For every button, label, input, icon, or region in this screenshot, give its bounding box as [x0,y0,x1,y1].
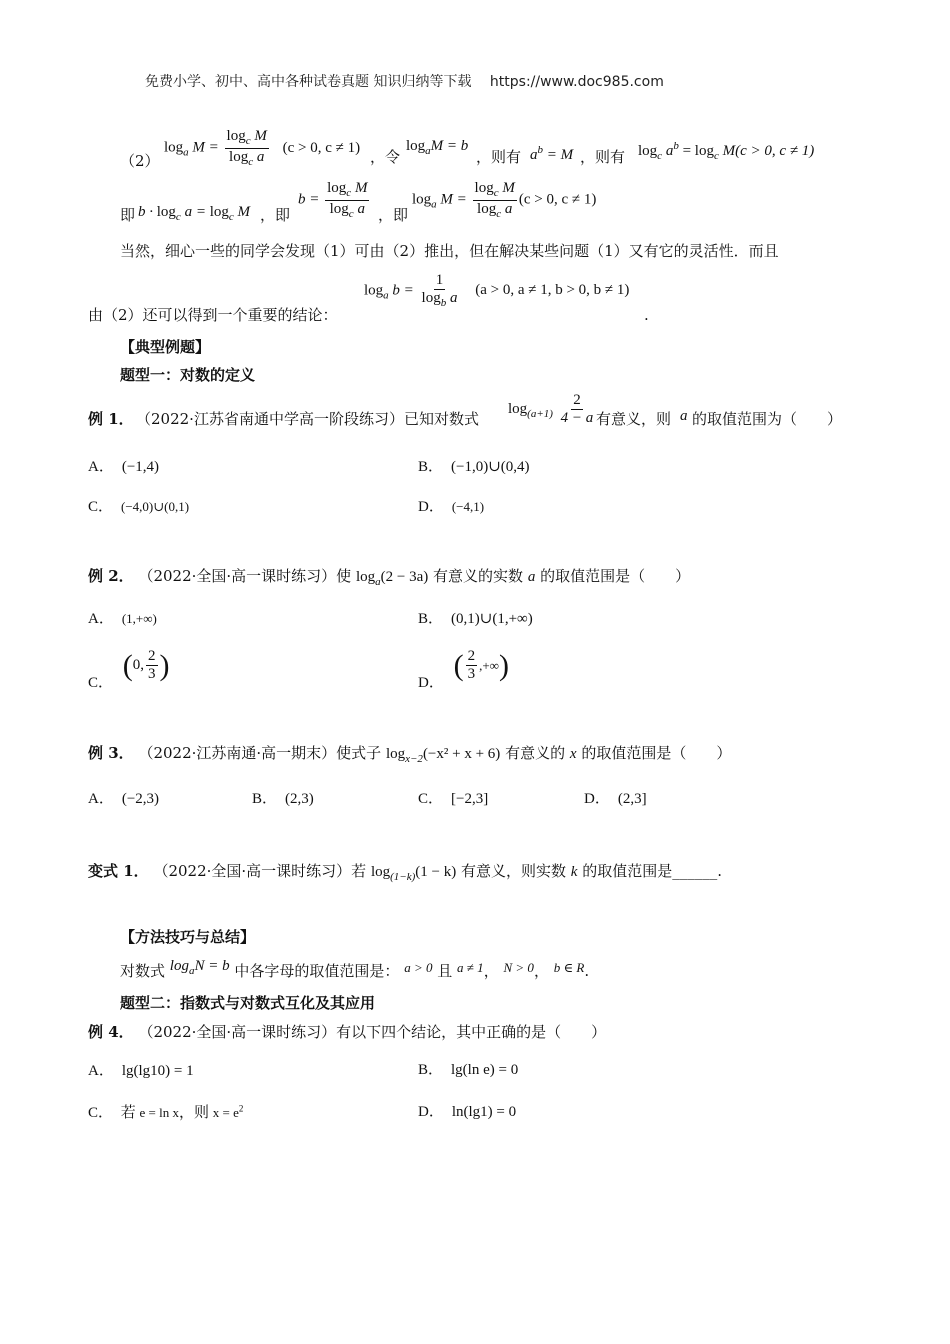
variant-1 [88,860,722,883]
ex3-var: x [569,746,577,762]
ex1-tail2: 的取值范围为（ ） [692,410,843,428]
ex4-source: （2022·全国·高一课时练习）有以下四个结论，其中正确的是（ ） [138,1023,607,1041]
conclusion-text: 由（2）还可以得到一个重要的结论： [88,306,338,324]
intro-conclusion-line [88,272,868,328]
ex2-var: a [527,569,536,585]
ex2-label: 例 2． [88,567,134,585]
item2-formula: $\log_a M$ = $\frac{\log_c M}{\log_c a}$ (c > 0, c ≠ 1) [164,128,361,168]
var1-tail: 有意义，则实数 [461,862,567,880]
ji1-formula: $b \cdot \log_c a = \log_c M$ [138,204,250,223]
ex1-tail: 有意义，则 [596,410,672,428]
ex4-label: 例 4． [88,1023,134,1041]
example-4 [88,1021,606,1042]
var1-formula: $\log_{(1-k)}(1 - k)$ [370,864,457,883]
ex4-option-c[interactable]: C． 若 e = ln x，则 $x = e^2$ [88,1103,244,1121]
ex2-tail: 有意义的实数 [433,567,524,585]
var1-label: 变式 1． [88,862,149,880]
example-2 [88,565,690,588]
ling-formula: $\log_aM = b$ [406,138,469,157]
item2-label: （2） [120,152,160,170]
ex2-formula: $\log_a(2 - 3a)$ [355,569,429,588]
example-3 [88,742,731,765]
ex3-option-d[interactable]: D． (2,3] [584,791,647,807]
ji2-text: ，即 [260,206,291,224]
ex1-source: （2022·江苏省南通中学高一阶段练习）已知对数式 [136,410,479,428]
ex4-option-a[interactable]: A． lg(lg10) = 1 [88,1063,194,1079]
ji1-text: 即 [120,206,136,224]
conclusion-period: . [644,306,649,324]
zeyou2-text: ，则有 [580,148,626,166]
header-text: 免费小学、初中、高中各种试卷真题 知识归纳等下载 [145,74,472,90]
ex3-tail2: 的取值范围是（ ） [581,744,732,762]
ex2-option-a[interactable]: A． (1,+∞) [88,611,157,627]
section-typical: 【典型例题】 [120,338,211,356]
var1-source: （2022·全国·高一课时练习）若 [153,862,367,880]
ex3-label: 例 3． [88,744,134,762]
ex2-option-c[interactable]: C． ( 0, $\frac{2}{3}$ ) [88,648,170,691]
ex3-formula: $\log_{x-2}(-x^2 + x + 6)$ [385,746,501,765]
ex3-source: （2022·江苏南通·高一期末）使式子 [138,744,382,762]
header-url[interactable]: https://www.doc985.com [489,74,664,90]
method-text: 对数式 $\log_aN = b$ 中各字母的取值范围是： a > 0 且 a ≠ 1， N > 0， b ∈ R. [120,958,590,980]
ex1-option-b[interactable]: B． (−1,0)∪(0,4) [418,459,530,475]
section-method: 【方法技巧与总结】 [120,928,256,946]
ex2-option-b[interactable]: B． (0,1)∪(1,+∞) [418,611,533,627]
ex3-option-a[interactable]: A． (−2,3) [88,791,160,807]
ji3-text: ，即 [378,206,409,224]
ex1-option-a[interactable]: A． (−1,4) [88,459,160,475]
intro-ji-line [120,180,840,230]
ex4-option-b[interactable]: B． lg(ln e) = 0 [418,1062,519,1078]
ling-text: ，令 [370,148,401,166]
method-formula: $\log_aN = b$ [169,958,230,977]
ex1-label: 例 1． [88,410,134,428]
section-type2: 题型二：指数式与对数式互化及其应用 [120,994,376,1012]
ji2-formula: b = $\frac{\log_c M}{\log_c a}$ [298,180,368,220]
ji3-formula: $\log_a M$ = $\frac{\log_c M}{\log_c a}$ (c > 0, c ≠ 1) [412,180,597,220]
zeyou1-formula: $a^b = M$ [530,144,574,163]
ex4-option-d[interactable]: D． ln(lg1) = 0 [418,1104,517,1120]
var1-var: k [570,864,578,880]
intro-natural-line: 当然，细心一些的同学会发现（1）可由（2）推出，但在解决某些问题（1）又有它的灵活性．而且 [120,242,779,260]
example-1 [88,392,888,442]
section-type1: 题型一：对数的定义 [120,366,256,384]
ex3-option-c[interactable]: C． [−2,3] [418,791,489,807]
ex3-option-b[interactable]: B． (2,3) [252,791,314,807]
ex2-option-d[interactable]: D． ( $\frac{2}{3}$ ,+∞ ) [418,648,509,691]
ex1-var: a [680,408,688,424]
ex2-tail2: 的取值范围是（ ） [540,567,691,585]
zeyou2-formula: $\log_c a^b = \log_c M(c > 0$, c ≠ 1) [638,140,815,162]
ex1-formula: $\log_{(a+1)}$ $\frac{2}{4 - a}$ [508,392,594,427]
ex1-option-d[interactable]: D． (−4,1) [418,499,485,515]
ex2-source: （2022·全国·高一课时练习）使 [138,567,352,585]
ex1-option-c[interactable]: C． (−4,0)∪(0,1) [88,499,190,515]
ex3-tail: 有意义的 [505,744,566,762]
page-header [145,71,664,91]
zeyou1-text: ，则有 [476,148,522,166]
var1-tail2: 的取值范围是______. [582,862,723,880]
conclusion-formula: $\log_a b$ = $\frac{1}{\log_b a}$ (a > 0, a ≠ 1, b > 0, b ≠ 1) [364,272,630,310]
